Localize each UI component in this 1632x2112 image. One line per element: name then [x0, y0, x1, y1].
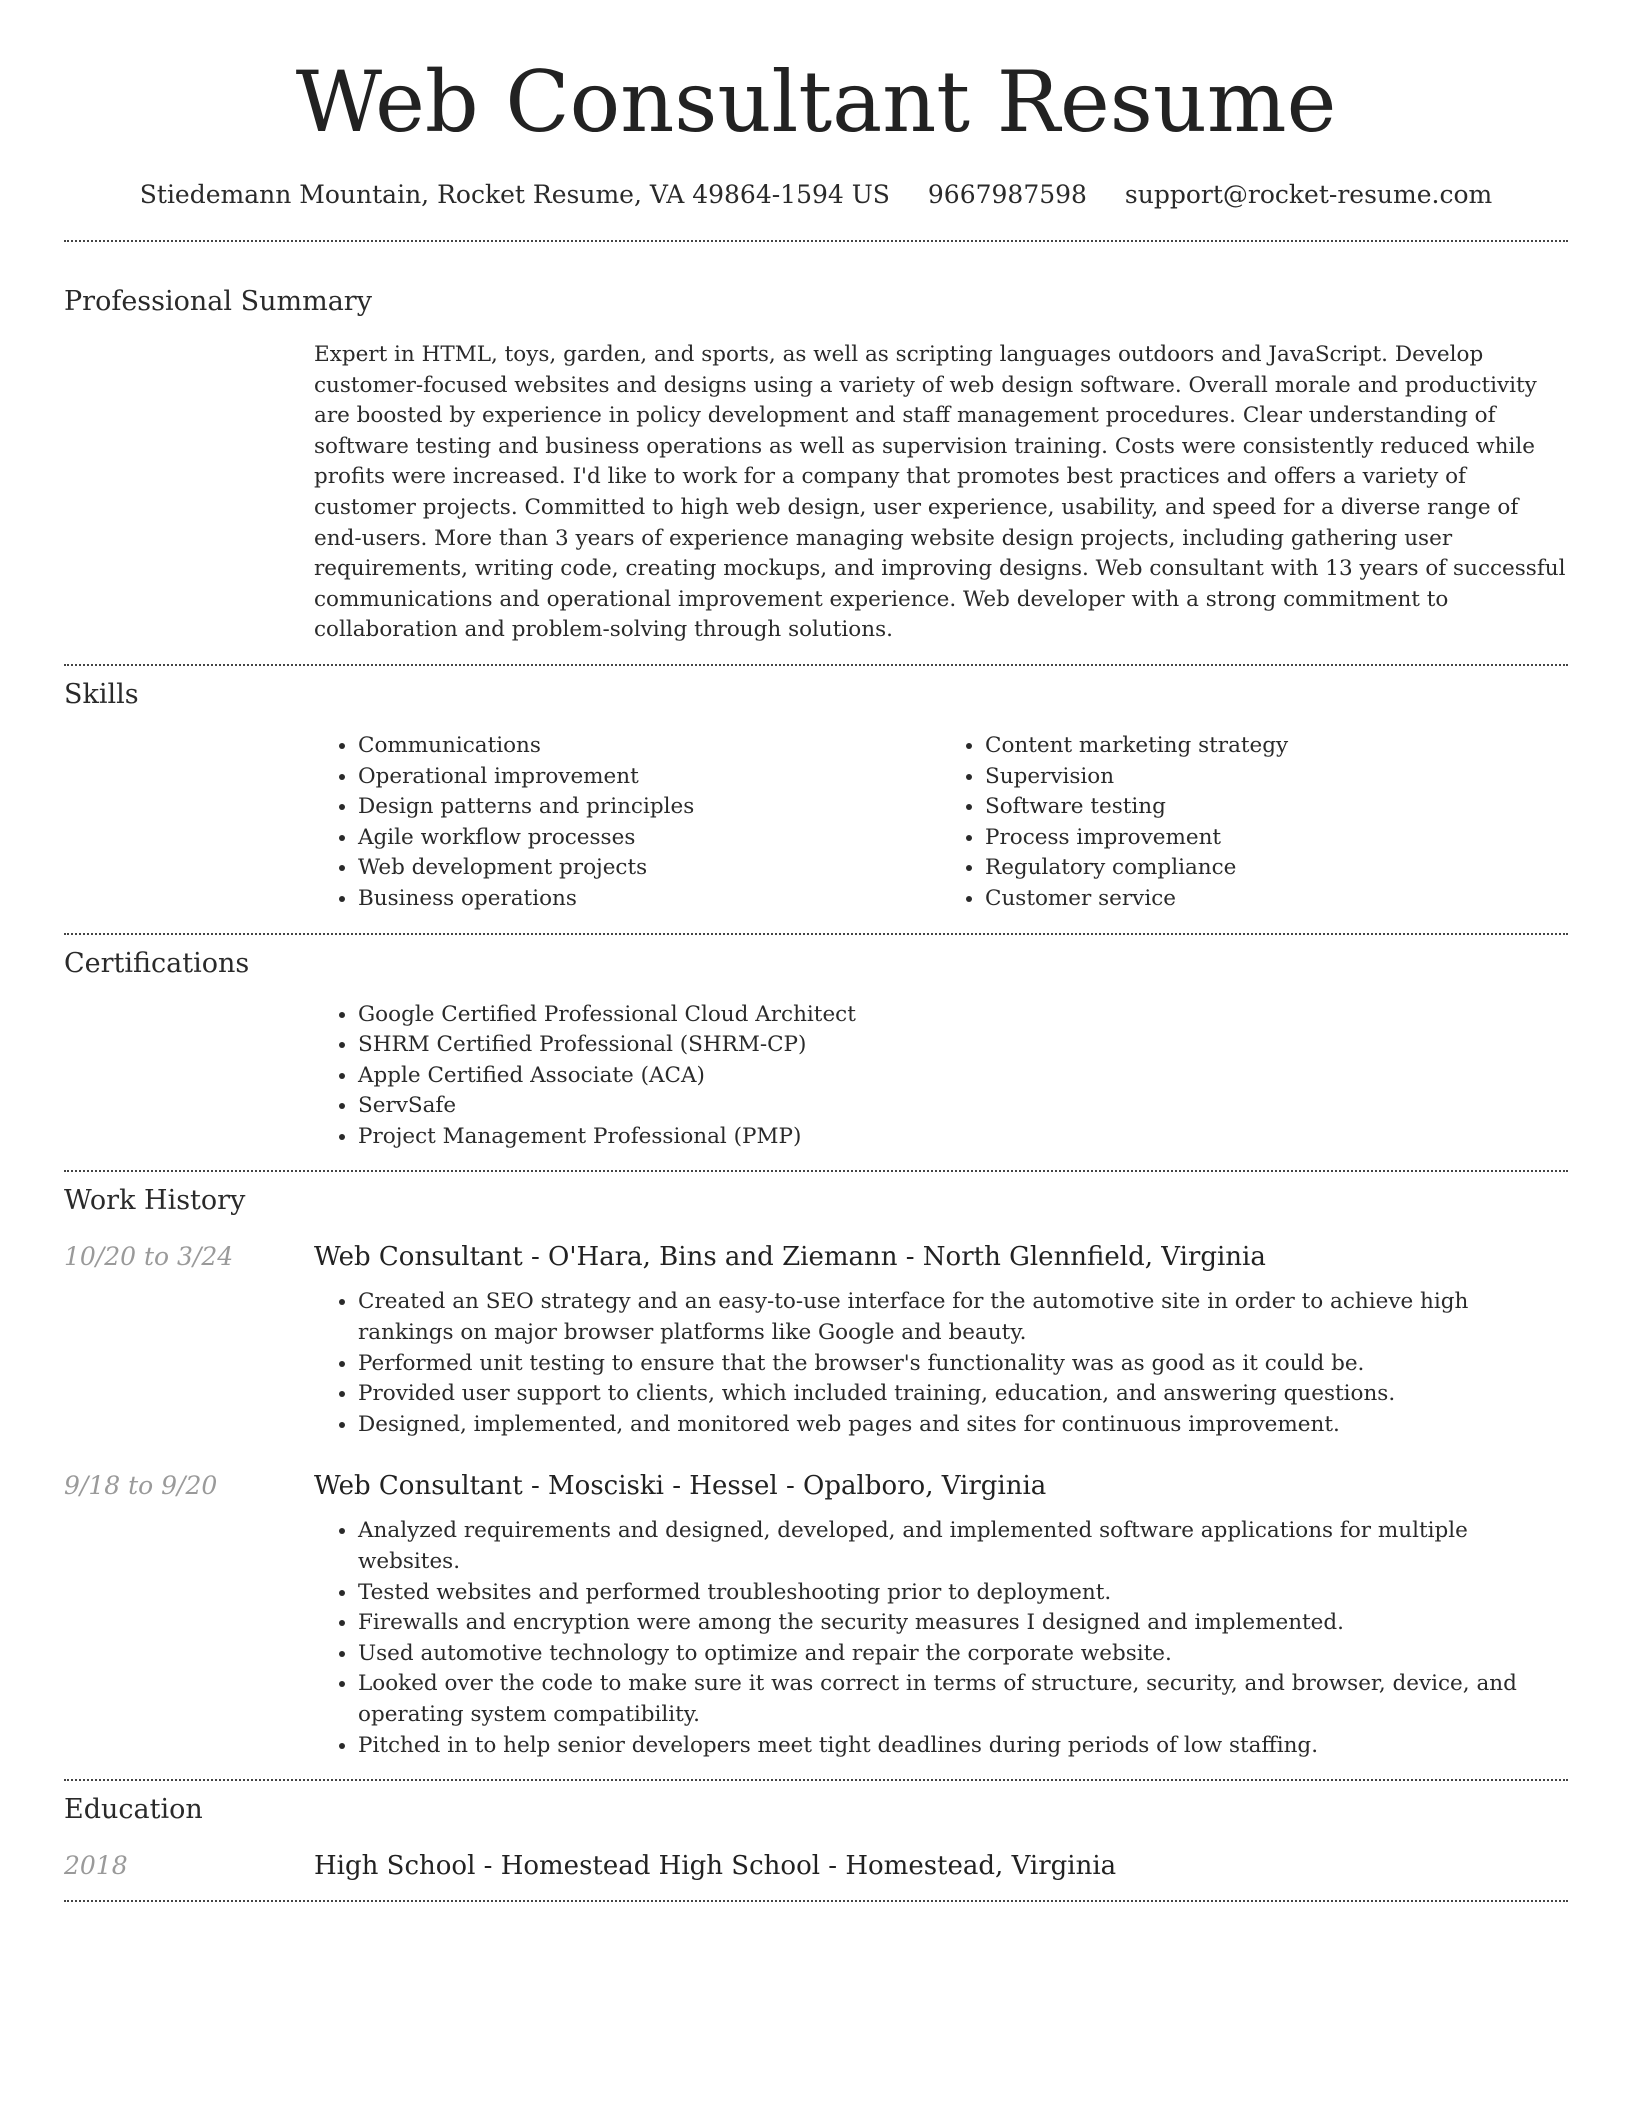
divider [64, 240, 1568, 242]
divider [64, 933, 1568, 935]
job-title: Web Consultant - O'Hara, Bins and Ziemann - North Glennfield, Virginia [314, 1242, 1266, 1273]
summary-section [64, 284, 1568, 646]
contact-address: Stiedemann Mountain, Rocket Resume, VA 49864-1594 US [139, 180, 890, 209]
job-duties [314, 1516, 1568, 1761]
certifications-content [314, 1000, 1568, 1153]
skills-heading: Skills [64, 678, 139, 710]
job-bullet: • Looked over the code to make sure it was correct in terms of structure, security, and browser, device, and operating system compatibility. [358, 1669, 1568, 1730]
summary-heading: Professional Summary [64, 286, 372, 317]
resume-title: Web Consultant Resume [295, 53, 1337, 151]
job-bullet: • Tested websites and performed troubleshooting prior to deployment. [358, 1578, 1568, 1609]
skill-item: • Regulatory compliance [985, 853, 1568, 884]
work-history-heading: Work History [64, 1185, 246, 1217]
skill-item: • Business operations [358, 884, 941, 915]
job-bullet: • Pitched in to help senior developers meet tight deadlines during periods of low staffing. [358, 1731, 1568, 1762]
education-entry [64, 1848, 1568, 1884]
skill-item: • Operational improvement [358, 762, 941, 793]
certifications-section [64, 946, 1568, 1153]
job-entry [64, 1468, 1568, 1761]
certifications-heading: Certifications [64, 947, 250, 979]
job-bullets [314, 1287, 1568, 1440]
job-bullet: • Created an SEO strategy and an easy-to-use interface for the automotive site in order to achieve high rankings on major browser platforms like Google and beauty. [358, 1287, 1568, 1348]
skill-item: • Supervision [985, 762, 1568, 793]
job-bullet: • Analyzed requirements and designed, developed, and implemented software applications for multiple websites. [358, 1516, 1568, 1577]
job-bullet: • Provided user support to clients, which included training, education, and answering questions. [358, 1379, 1568, 1410]
job-dates: 9/18 to 9/20 [64, 1471, 218, 1501]
skill-item: • Agile workflow processes [358, 823, 941, 854]
job-bullet: • Performed unit testing to ensure that the browser's functionality was as good as it could be. [358, 1349, 1568, 1380]
certification-item: • Apple Certified Associate (ACA) [358, 1061, 1568, 1092]
education-year: 2018 [64, 1851, 128, 1881]
divider [64, 664, 1568, 666]
skill-item: • Design patterns and principles [358, 792, 941, 823]
skills-grid [314, 731, 1568, 915]
job-header [64, 1239, 1568, 1275]
skills-list-left [314, 731, 941, 915]
education-heading: Education [64, 1794, 203, 1826]
job-bullets [314, 1516, 1568, 1761]
education-header [64, 1848, 1568, 1884]
job-bullet: • Used automotive technology to optimize and repair the corporate website. [358, 1639, 1568, 1670]
divider [64, 1170, 1568, 1172]
job-duties [314, 1287, 1568, 1440]
summary-content [314, 340, 1568, 646]
job-entry [64, 1239, 1568, 1440]
contact-phone: 9667987598 [927, 180, 1087, 209]
job-bullet: • Firewalls and encryption were among the security measures I designed and implemented. [358, 1608, 1568, 1639]
skill-item: • Customer service [985, 884, 1568, 915]
skill-item: • Web development projects [358, 853, 941, 884]
skills-section [64, 677, 1568, 915]
skill-item: • Communications [358, 731, 941, 762]
job-header [64, 1468, 1568, 1504]
job-bullet: • Designed, implemented, and monitored web pages and sites for continuous improvement. [358, 1410, 1568, 1441]
job-dates: 10/20 to 3/24 [64, 1242, 234, 1272]
divider [64, 1779, 1568, 1781]
contact-email: support@rocket-resume.com [1124, 180, 1493, 209]
certification-item: • SHRM Certified Professional (SHRM-CP) [358, 1030, 1568, 1061]
education-title: High School - Homestead High School - Homestead, Virginia [314, 1851, 1117, 1882]
skill-item: • Process improvement [985, 823, 1568, 854]
skill-item: • Content marketing strategy [985, 731, 1568, 762]
certification-item: • ServSafe [358, 1091, 1568, 1122]
job-title: Web Consultant - Mosciski - Hessel - Opalboro, Virginia [314, 1471, 1047, 1502]
skill-item: • Software testing [985, 792, 1568, 823]
certification-item: • Google Certified Professional Cloud Architect [358, 1000, 1568, 1031]
education-section [64, 1792, 1568, 1884]
certification-item: • Project Management Professional (PMP) [358, 1122, 1568, 1153]
work-history-section [64, 1183, 1568, 1761]
contact-line [64, 178, 1568, 212]
divider [64, 1900, 1568, 1902]
skills-list-right [941, 731, 1568, 915]
certifications-list [314, 1000, 1568, 1153]
summary-text: Expert in HTML, toys, garden, and sports, as well as scripting languages outdoors and JavaScript. Develop customer-focused websites and designs using a variety of web design software. Overall morale and productivity are boosted by experience in policy development and staff management procedures. Clear understanding of software testing and business operations as well as supervision training. Costs were consistently reduced while profits were increased. I'd like to work for a company that promotes best practices and offers a variety of customer projects. Committed to high web design, user experience, usability, and speed for a diverse range of end-users. More than 3 years of experience managing website design projects, including gathering user requirements, writing code, creating mockups, and improving designs. Web consultant with 13 years of successful communications and operational improvement experience. Web developer with a strong commitment to collaboration and problem-solving through solutions. [314, 342, 1566, 643]
